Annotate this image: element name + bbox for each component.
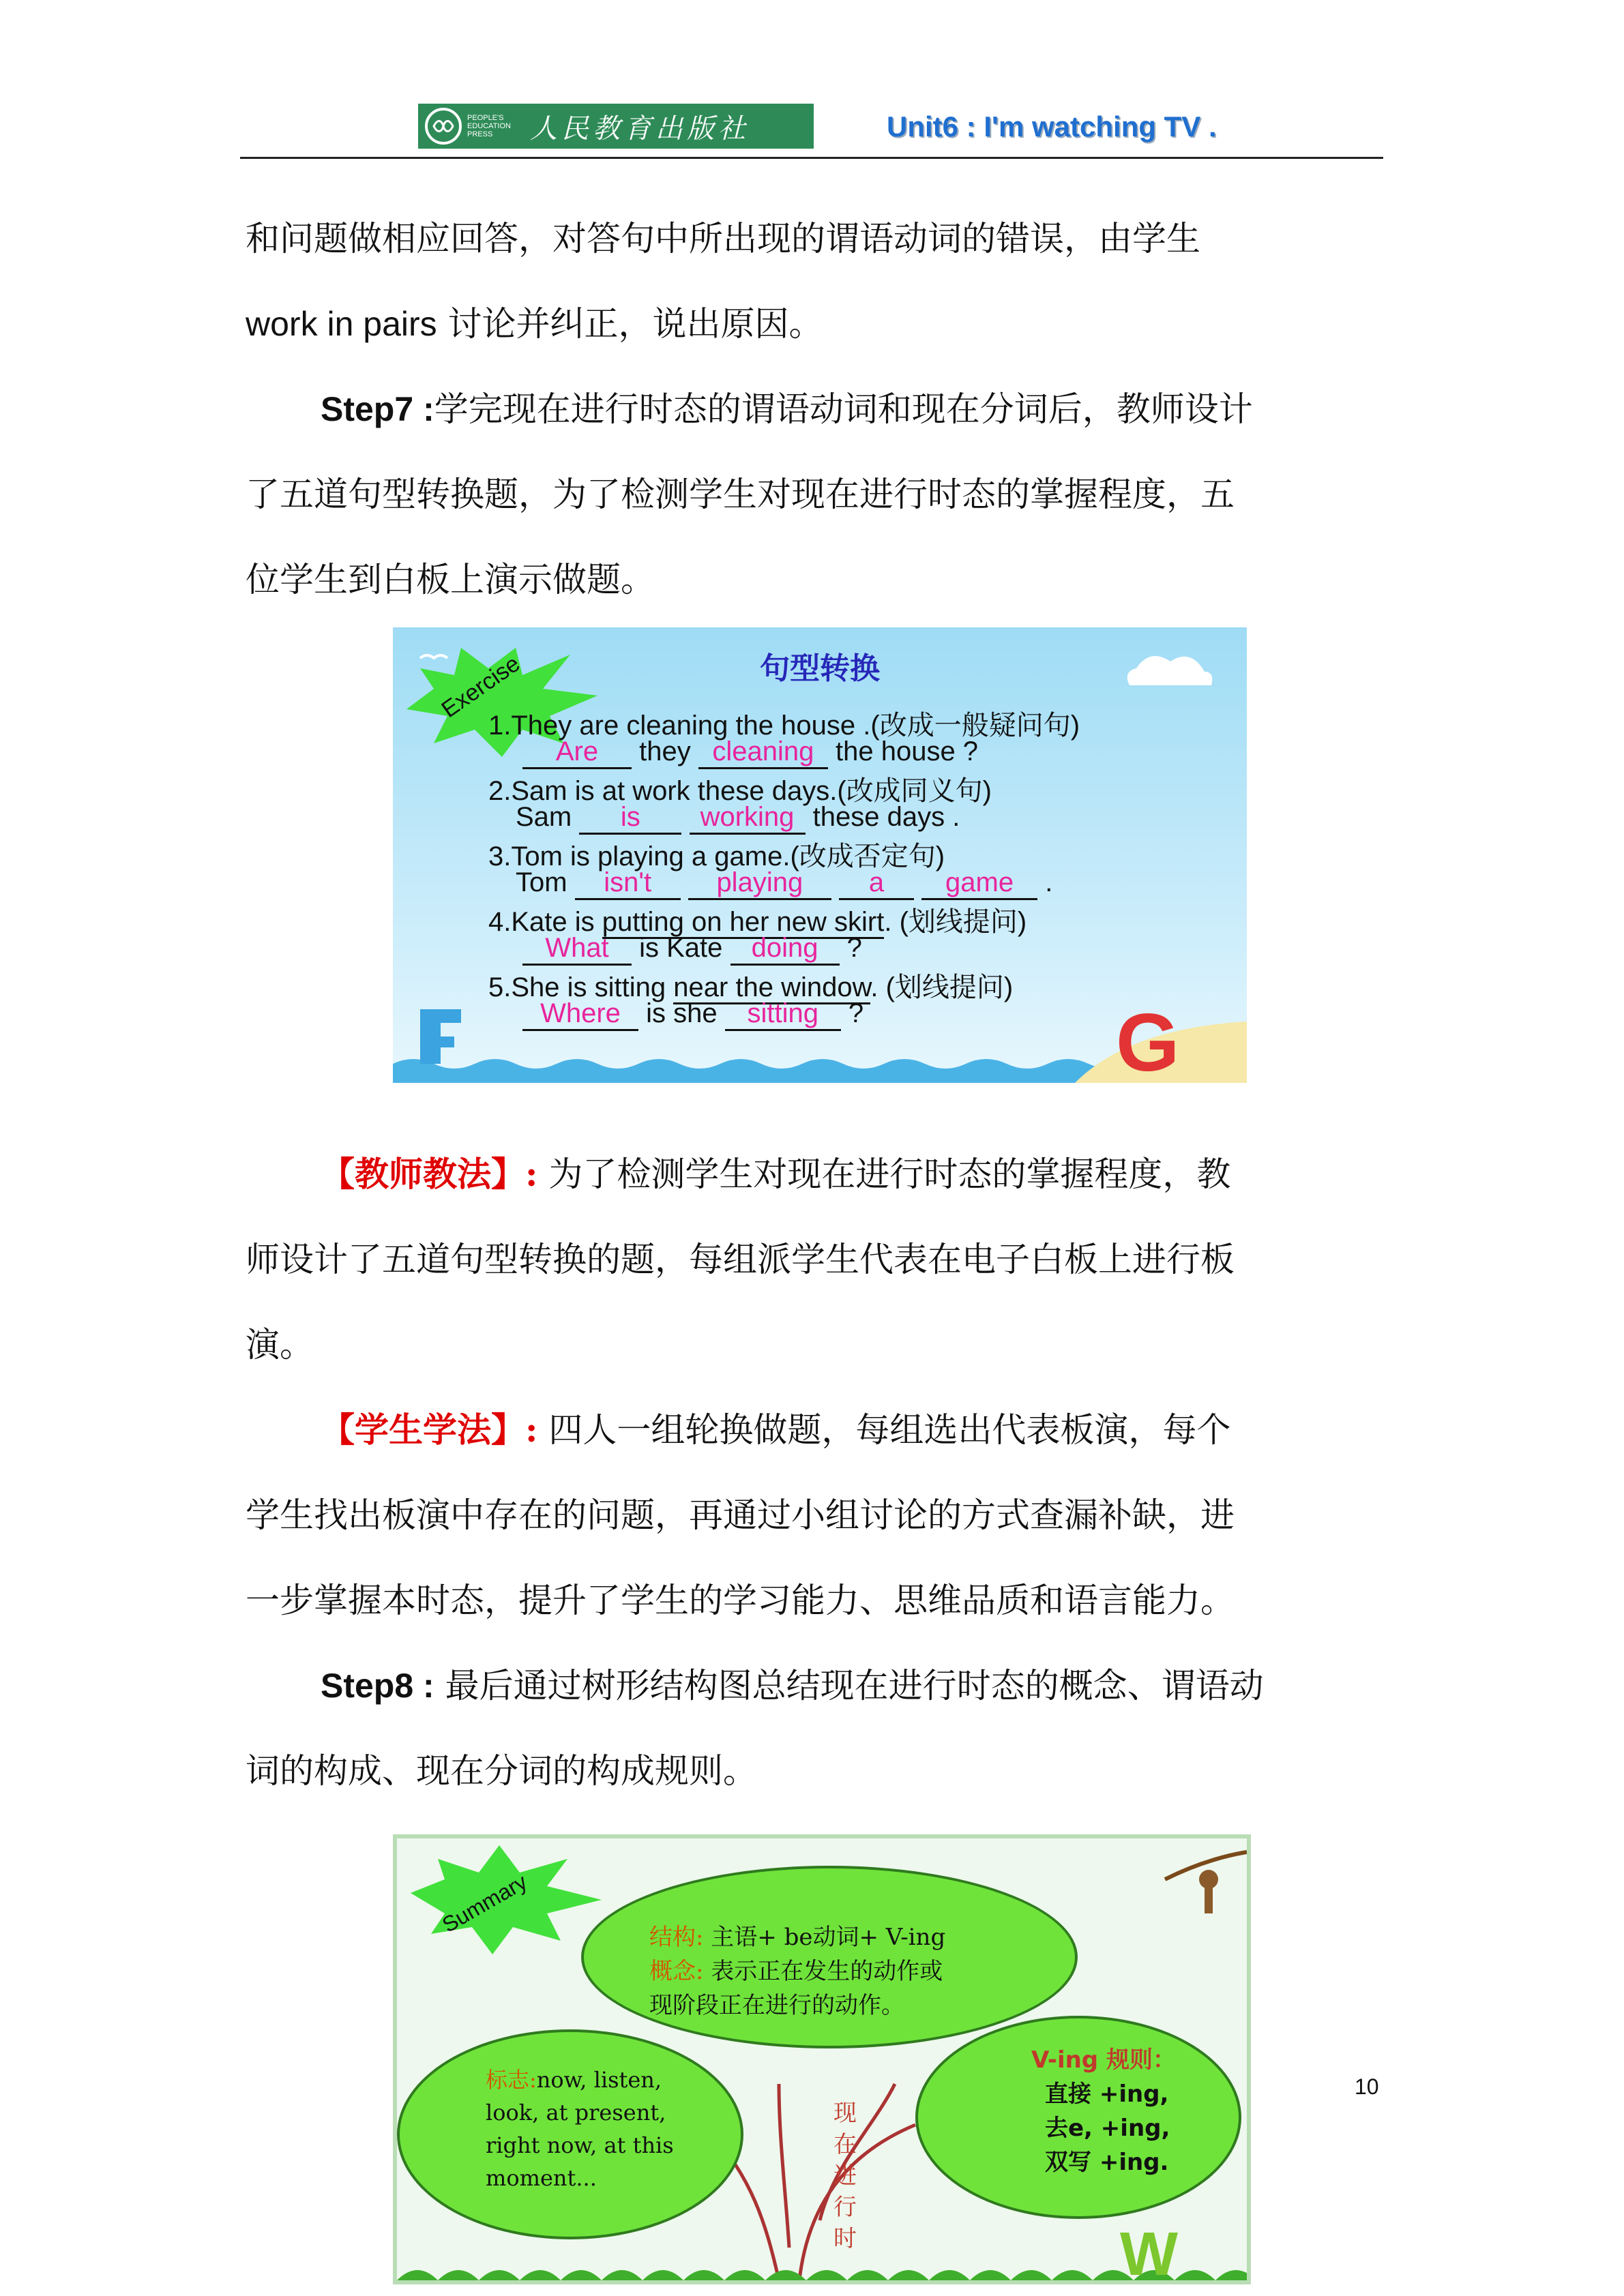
concept-line: [649, 1954, 943, 1988]
paragraph-line: 词的构成、现在分词的构成规则。: [246, 1751, 757, 1791]
paragraph-line: 和问题做相应回答，对答句中所出现的谓语动词的错误，由学生: [246, 219, 1200, 258]
answer-blank: sitting: [725, 998, 841, 1031]
paragraph-line: 一步掌握本时态，提升了学生的学习能力、思维品质和语言能力。: [246, 1581, 1235, 1620]
answer-blank: playing: [688, 867, 831, 900]
unit-title: Unit6 : I'm watching TV .: [887, 110, 1217, 143]
question-3: 3.Tom is playing a game.(改成否定句): [488, 841, 945, 871]
svg-text:W: W: [1120, 2220, 1178, 2280]
answer-blank: doing: [730, 933, 840, 966]
svg-text:G: G: [1116, 997, 1180, 1083]
signal-words: [486, 2063, 674, 2194]
step7-label: Step7: [321, 390, 414, 428]
logo-small-text: PEOPLE'S EDUCATION PRESS: [467, 114, 511, 138]
v-ing-rules: [1031, 2043, 1176, 2179]
rule-item: 直接 +ing,: [1045, 2081, 1169, 2108]
paragraph-line: 师设计了五道句型转换的题，每组派学生代表在电子白板上进行板: [246, 1240, 1235, 1279]
answer-2: [516, 802, 960, 835]
paragraph-line: 演。: [246, 1325, 314, 1365]
underlined-phrase: near the window: [673, 972, 870, 1004]
pep-emblem-icon: [425, 108, 462, 145]
exercise-badge: Exercise: [437, 651, 525, 724]
question-1: 1.They are cleaning the house .(改成一般疑问句): [488, 711, 1080, 741]
answer-text: is Kate: [639, 933, 723, 963]
signal-text: look, at present,: [486, 2100, 666, 2126]
english-phrase: work in pairs: [246, 305, 437, 343]
answer-blank: isn't: [575, 867, 681, 900]
signal-text: right now, at this: [486, 2132, 674, 2158]
question-text: 4.Kate is: [488, 907, 595, 937]
answer-5: [522, 998, 863, 1031]
answer-text: Sam: [516, 802, 572, 832]
step7-line: [246, 367, 1378, 451]
paragraph-text: 为了检测学生对现在进行时态的掌握程度，教: [537, 1154, 1231, 1194]
answer-blank: Where: [522, 998, 638, 1031]
page-number: 10: [1355, 2074, 1379, 2099]
teacher-method-line: [246, 1132, 1378, 1217]
answer-blank: is: [579, 802, 681, 835]
question-text: . (划线提问): [884, 907, 1027, 937]
answer-text: ?: [848, 998, 864, 1028]
answer-blank: game: [921, 867, 1037, 900]
paragraph-text: 最后通过树形结构图总结现在进行时态的概念、谓语动: [434, 1666, 1264, 1705]
rule-title: V-ing 规则：: [1031, 2046, 1176, 2074]
answer-text: .: [1045, 867, 1053, 897]
structure-text: 主语+ be动词+ V-ing: [711, 1924, 946, 1951]
trunk-char: 进: [833, 2162, 857, 2190]
rule-item: 双写 +ing.: [1045, 2149, 1169, 2176]
answer-blank: cleaning: [698, 736, 828, 769]
exercise-slide-image: [393, 627, 1247, 1083]
signal-text: now, listen,: [536, 2067, 662, 2093]
rule-item: 去e, +ing,: [1045, 2115, 1170, 2142]
trunk-char: 时: [833, 2225, 857, 2252]
concept-text: 表示正在发生的动作或: [711, 1958, 943, 1985]
answer-text: the house ?: [835, 736, 979, 766]
answer-text: ?: [846, 933, 862, 963]
concept-label: 概念:: [649, 1958, 704, 1985]
answer-blank: working: [690, 802, 806, 835]
answer-blank: Are: [522, 736, 632, 769]
answer-blank: What: [522, 933, 632, 966]
logo-name: 人民教育出版社: [530, 113, 750, 145]
answer-text: these days .: [812, 802, 960, 832]
trunk-char: 行: [833, 2194, 857, 2221]
trunk-char: 现: [833, 2100, 857, 2127]
summary-badge: Summary: [438, 1869, 531, 1937]
header-rule: [240, 157, 1383, 159]
student-method-line: [246, 1388, 1378, 1472]
paragraph-line: 了五道句型转换题，为了检测学生对现在进行时态的掌握程度，五: [246, 475, 1235, 514]
answer-3: [516, 867, 1052, 900]
trunk-label: [833, 2098, 861, 2254]
paragraph-text: 四人一组轮换做题，每组选出代表板演，每个: [537, 1410, 1231, 1450]
question-text: . (划线提问): [870, 972, 1014, 1002]
answer-1: [522, 736, 978, 769]
teacher-method-label: 【教师教法】:: [321, 1154, 538, 1194]
step8-line: [246, 1643, 1378, 1728]
paragraph-line: 位学生到白板上演示做题。: [246, 560, 655, 599]
summary-slide-image: [393, 1834, 1251, 2284]
student-method-label: 【学生学法】:: [321, 1410, 538, 1450]
slide-title: 句型转换: [760, 651, 880, 686]
structure-line: [649, 1920, 945, 1954]
step8-label: Step8 :: [321, 1667, 434, 1705]
trunk-char: 在: [833, 2131, 857, 2158]
signal-text: moment...: [486, 2165, 597, 2191]
question-text: 5.She is sitting: [488, 972, 666, 1002]
answer-text: Tom: [516, 867, 567, 897]
question-2: 2.Sam is at work these days.(改成同义句): [488, 776, 992, 806]
structure-label: 结构:: [649, 1924, 704, 1951]
concept-line-2: 现阶段正在进行的动作。: [649, 1992, 904, 2019]
answer-blank: a: [839, 867, 914, 900]
step7-separator: :: [413, 390, 434, 428]
answer-text: is she: [646, 998, 718, 1028]
publisher-logo: [418, 104, 814, 149]
paragraph-line: 学生找出板演中存在的问题，再通过小组讨论的方式查漏补缺，进: [246, 1495, 1235, 1535]
answer-text: they: [639, 736, 691, 766]
paragraph-text: 学完现在进行时态的谓语动词和现在分词后，教师设计: [434, 389, 1253, 429]
signal-label: 标志:: [486, 2067, 537, 2093]
paragraph-line: [246, 282, 1378, 366]
paragraph-text: 讨论并纠正，说出原因。: [437, 304, 823, 344]
underlined-phrase: putting on her new skirt: [602, 907, 885, 939]
answer-4: [522, 933, 862, 966]
